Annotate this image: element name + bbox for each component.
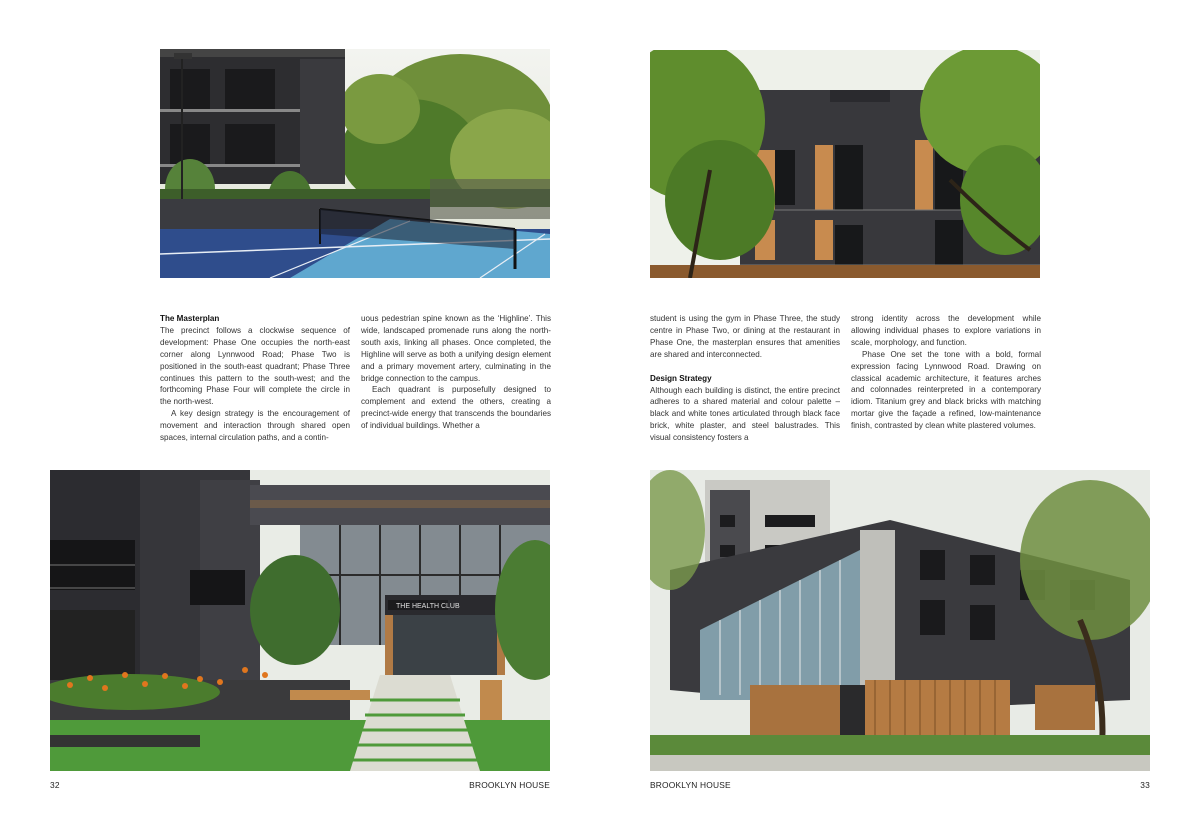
masterplan-heading: The Masterplan <box>160 314 220 323</box>
photo-tennis-court <box>160 49 550 278</box>
design-strategy-column-2 <box>851 313 1041 432</box>
masterplan-paragraph-1: The precinct follows a clockwise sequence of development: Phase One occupies the north-east corner along Lynnwood Road; Phase Two is positioned in the south-east quadrant; Phase Three continues this pattern to the south-west; and the forthcoming Phase Four will complete the circle in the north-west. <box>160 325 350 407</box>
photo-facade-trees <box>650 50 1040 278</box>
masterplan-column-1 <box>160 313 350 444</box>
masterplan-column-2 <box>361 313 551 432</box>
left-page-number: 32 <box>50 780 60 790</box>
masterplan-paragraph-4: Each quadrant is purposefully designed to complement and extend the others, creating a precinct-wide energy that transcends the boundaries of individual buildings. Whether a <box>361 385 551 431</box>
health-club-illustration <box>50 470 550 771</box>
right-running-title: BROOKLYN HOUSE <box>650 780 731 790</box>
corner-building-illustration <box>650 470 1150 771</box>
right-page <box>600 0 1200 821</box>
tennis-court-illustration <box>160 49 550 278</box>
masterplan-paragraph-3: uous pedestrian spine known as the ‘Highline’. This wide, landscaped promenade runs along the north-south axis, linking all phases. Once completed, the Highline will serve as both a unifying design element and a primary movement artery, culminating in the bridge connection to the campus. <box>361 314 551 383</box>
design-paragraph-2: Although each building is distinct, the entire precinct adheres to a shared material and colour palette – black and white tones articulated through black face brick, white plaster, and steel balustrades. This visual consistency fosters a <box>650 385 840 443</box>
design-paragraph-1: student is using the gym in Phase Three, the study centre in Phase Two, or dining at the restaurant in Phase One, the masterplan ensures that amenities are shared and interconnected. <box>650 314 840 359</box>
photo-corner-building <box>650 470 1150 771</box>
design-strategy-heading: Design Strategy <box>650 373 712 383</box>
facade-illustration <box>650 50 1040 278</box>
masterplan-paragraph-2: A key design strategy is the encouragement of movement and interaction through shared open spaces, internal circulation paths, and a contin- <box>160 409 350 443</box>
design-strategy-column-1 <box>650 313 840 444</box>
photo-health-club-courtyard <box>50 470 550 771</box>
left-running-title: BROOKLYN HOUSE <box>469 780 550 790</box>
design-paragraph-3: strong identity across the development while allowing individual phases to explore variations in scale, morphology, and function. <box>851 314 1041 347</box>
design-paragraph-4: Phase One set the tone with a bold, formal expression facing Lynnwood Road. Drawing on classical academic architecture, it features arches and colonnades reinterpreted in a contemporary idiom. Titanium grey and black bricks with matching mortar give the façade a refined, low-maintenance finish, contrasted by clean white plastered volumes. <box>851 349 1041 431</box>
health-club-sign: THE HEALTH CLUB <box>396 603 460 610</box>
right-page-number: 33 <box>1140 780 1150 790</box>
